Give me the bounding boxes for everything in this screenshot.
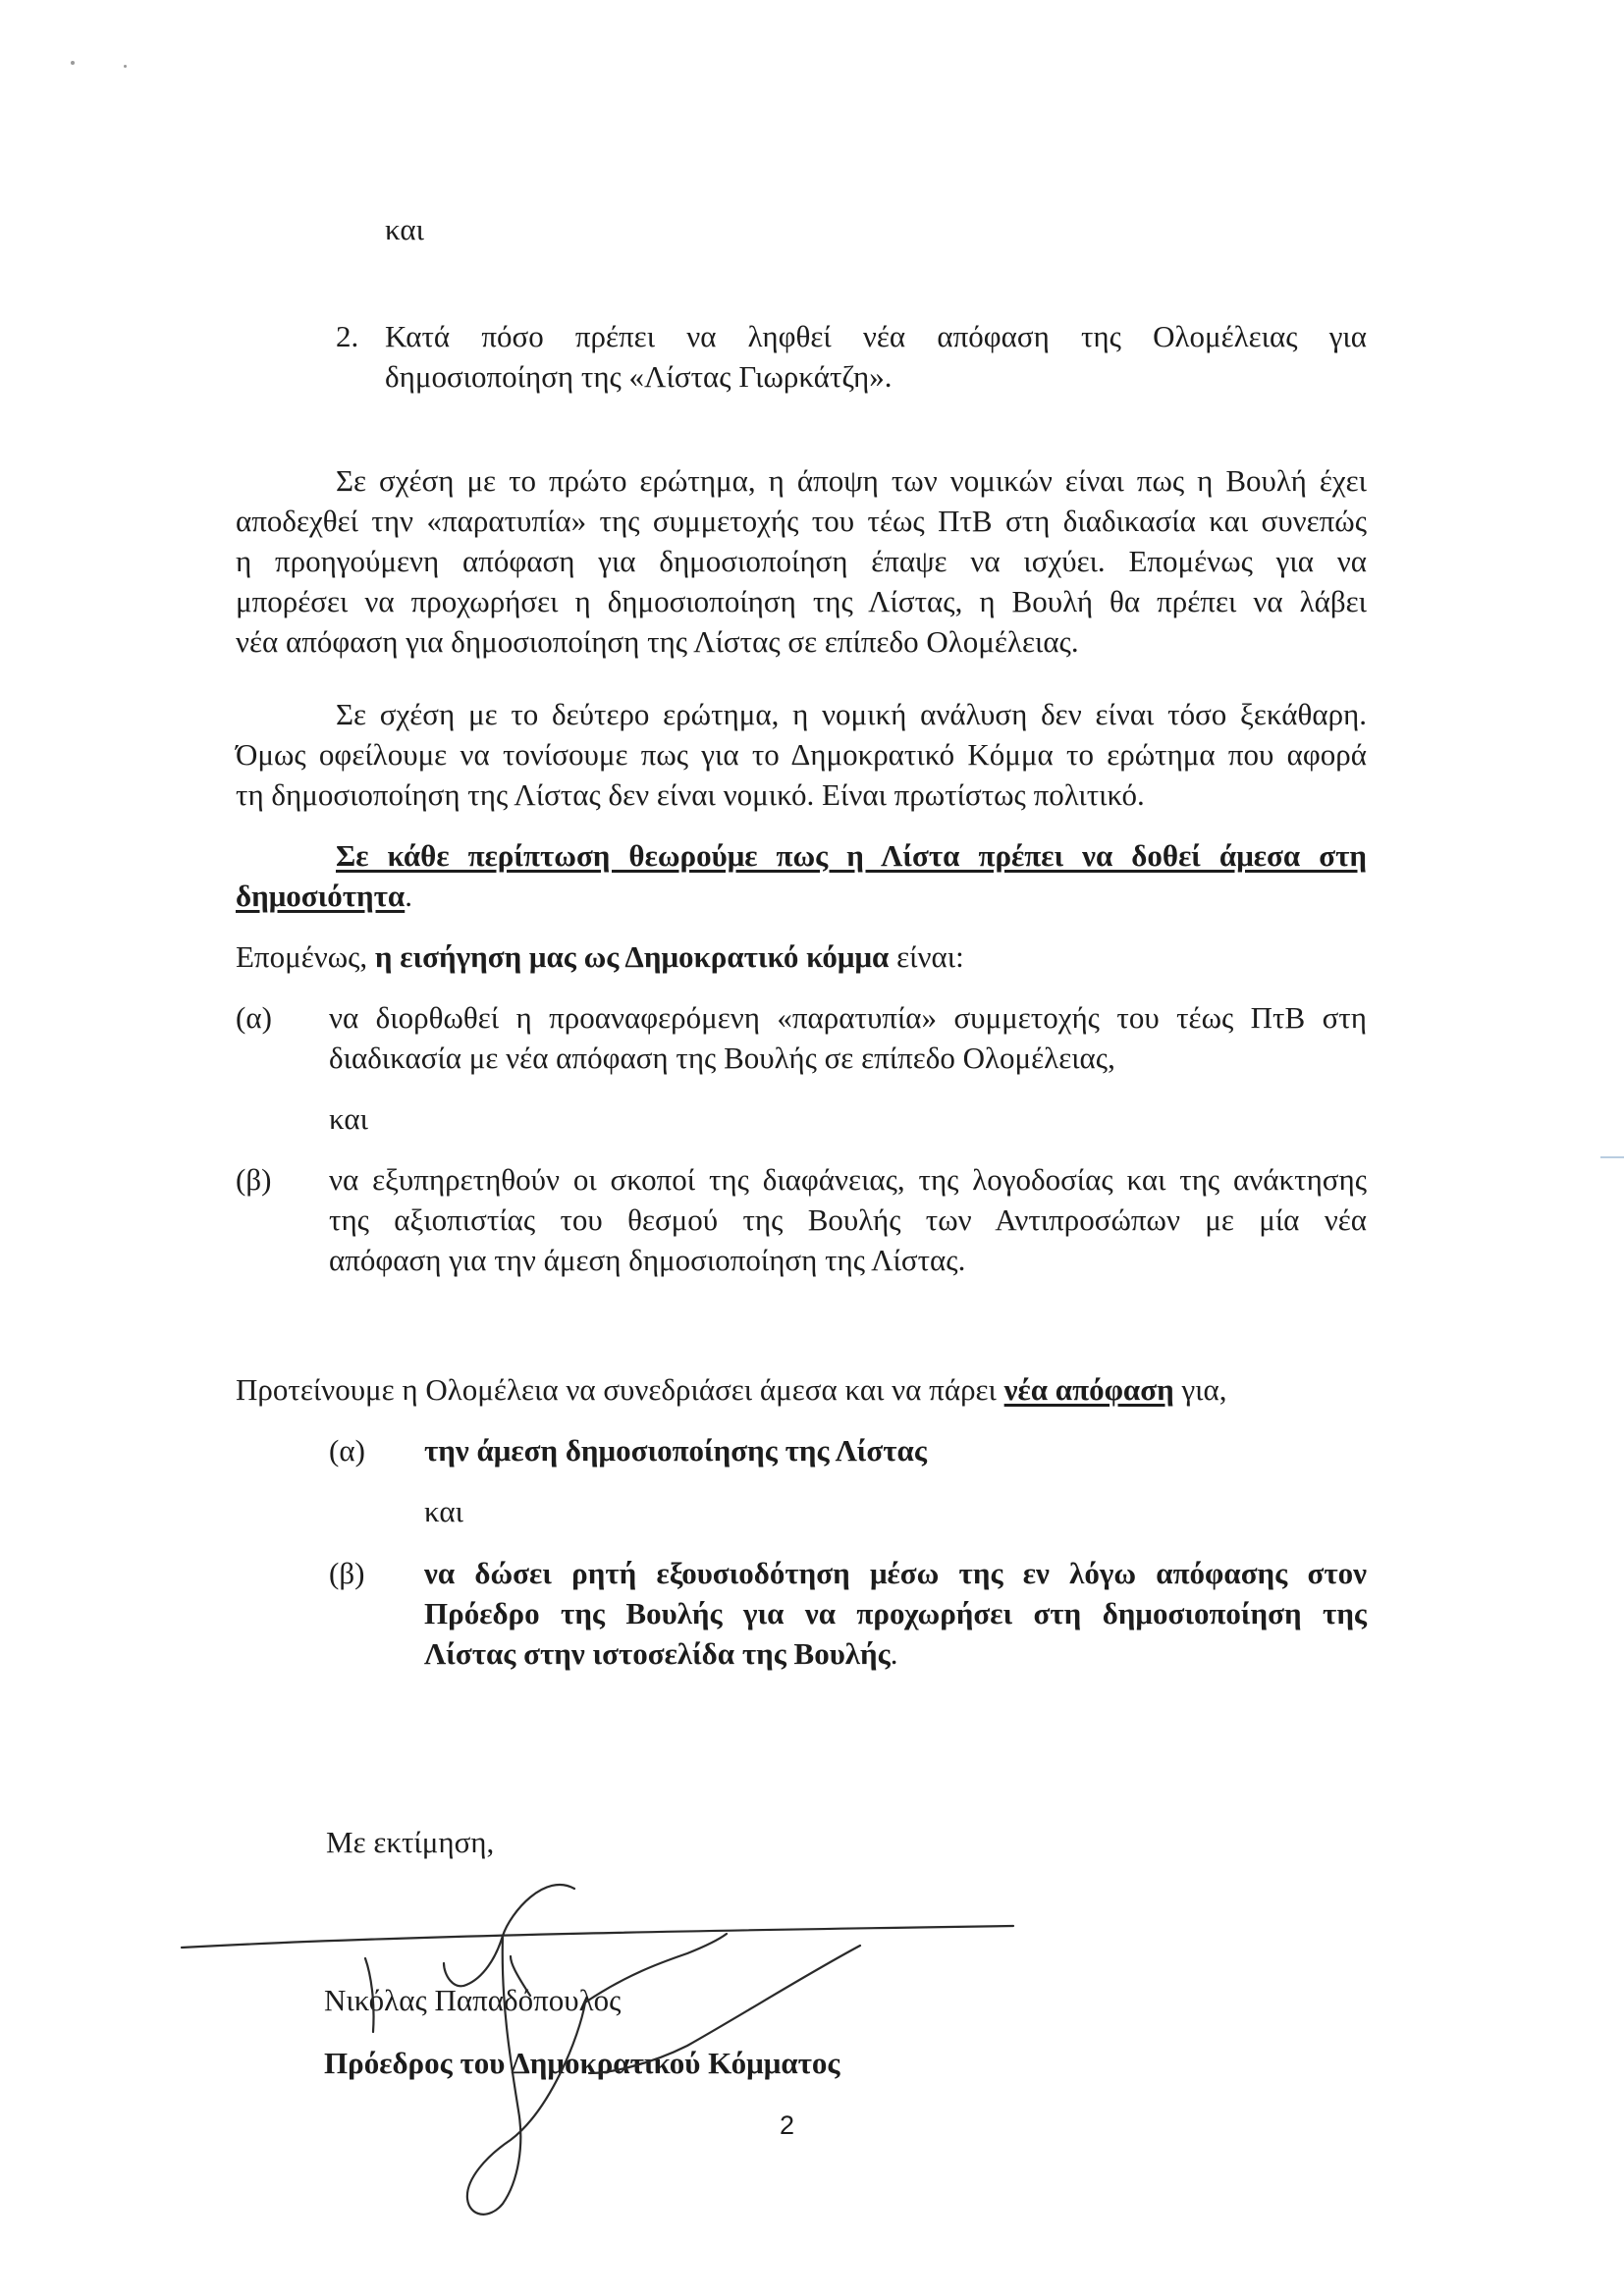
proposal-intro-post: για, (1173, 1372, 1227, 1407)
item-b-line: απόφαση για την άμεση δημοσιοποίηση της Λίστας. (329, 1243, 966, 1277)
proposal-b-line: να δώσει ρητή εξουσιοδότηση μέσω της εν λόγω απόφασης στον (424, 1556, 1367, 1590)
emphasis-statement-word: δημοσιότητα (236, 879, 406, 913)
margin-edge-mark (1600, 1156, 1624, 1158)
item-b-line: να εξυπηρετηθούν οι σκοποί της διαφάνειας, της λογοδοσίας και της ανάκτησης (329, 1162, 1367, 1197)
emphasis-statement-line (236, 877, 412, 915)
paragraph-2-line: Όμως οφείλουμε να τονίσουμε πως για το Δημοκρατικό Κόμμα το ερώτημα που αφορά (236, 737, 1367, 772)
proposal-intro (236, 1370, 1226, 1409)
conjunction-low: και (424, 1494, 463, 1528)
proposal-a-text: την άμεση δημοσιοποίησης της Λίστας (424, 1433, 927, 1468)
proposal-b-line (424, 1634, 897, 1673)
question-2-line: δημοσιοποίηση της «Λίστας Γιωρκάτζη». (385, 359, 893, 394)
item-a-line: να διορθωθεί η προαναφερόμενη «παρατυπία» συμμετοχής του τέως ΠτΒ στη (329, 1000, 1367, 1035)
paragraph-1-line: μπορέσει να προχωρήσει η δημοσιοποίηση της Λίστας, η Βουλή θα πρέπει να λάβει (236, 584, 1367, 618)
proposal-b-last: Λίστας στην ιστοσελίδα της Βουλής (424, 1636, 891, 1671)
signer-title: Πρόεδρος του Δημοκρατικού Κόμματος (324, 2046, 840, 2080)
recommendation-intro-pre: Επομένως, (236, 939, 375, 974)
recommendation-intro (236, 937, 964, 976)
signer-name: Νικόλας Παπαδόπουλος (324, 1983, 622, 2017)
question-2-line: Κατά πόσο πρέπει να ληφθεί νέα απόφαση της Ολομέλειας για (385, 319, 1367, 353)
item-b-line: της αξιοπιστίας του θεσμού της Βουλής των Αντιπροσώπων με μία νέα (329, 1202, 1367, 1237)
question-2-number: 2. (336, 319, 359, 353)
paragraph-2-line: τη δημοσιοποίηση της Λίστας δεν είναι νομικό. Είναι πρωτίστως πολιτικό. (236, 777, 1145, 812)
proposal-a-label: (α) (329, 1433, 365, 1468)
emphasis-statement-line: Σε κάθε περίπτωση θεωρούμε πως η Λίστα πρέπει να δοθεί άμεσα στη (336, 838, 1367, 873)
recommendation-intro-post: είναι: (889, 939, 964, 974)
proposal-intro-bold: νέα απόφαση (1003, 1372, 1174, 1407)
item-a-line: διαδικασία με νέα απόφαση της Βουλής σε επίπεδο Ολομέλειας, (329, 1041, 1115, 1075)
conjunction-top: και (385, 212, 424, 246)
conjunction-mid: και (329, 1101, 368, 1136)
proposal-b-label: (β) (329, 1556, 365, 1590)
closing-salutation: Με εκτίμηση, (326, 1825, 495, 1859)
recommendation-intro-bold: η εισήγηση μας ως Δημοκρατικό κόμμα (374, 939, 890, 974)
paragraph-2-line: Σε σχέση με το δεύτερο ερώτημα, η νομική ανάλυση δεν είναι τόσο ξεκάθαρη. (336, 697, 1367, 731)
paragraph-1-line: νέα απόφαση για δημοσιοποίηση της Λίστας σε επίπεδο Ολομέλειας. (236, 624, 1079, 659)
paragraph-1-line: αποδεχθεί την «παρατυπία» της συμμετοχής του τέως ΠτΒ στη διαδικασία και συνεπώς (236, 504, 1367, 538)
item-a-label: (α) (236, 1000, 272, 1035)
paragraph-1-line: η προηγούμενη απόφαση για δημοσιοποίηση έπαψε να ισχύει. Επομένως για να (236, 544, 1367, 578)
scan-artifact (71, 61, 75, 65)
item-b-label: (β) (236, 1162, 272, 1197)
paragraph-1-line: Σε σχέση με το πρώτο ερώτημα, η άποψη των νομικών είναι πως η Βουλή έχει (336, 463, 1367, 498)
proposal-intro-pre: Προτείνουμε η Ολομέλεια να συνεδριάσει άμεσα και να πάρει (236, 1372, 1004, 1407)
proposal-b-period: . (890, 1636, 898, 1671)
scan-artifact (124, 65, 127, 68)
emphasis-statement-period: . (405, 879, 412, 913)
page-number: 2 (780, 2110, 795, 2140)
proposal-b-line: Πρόεδρο της Βουλής για να προχωρήσει στη δημοσιοποίηση της (424, 1596, 1367, 1630)
